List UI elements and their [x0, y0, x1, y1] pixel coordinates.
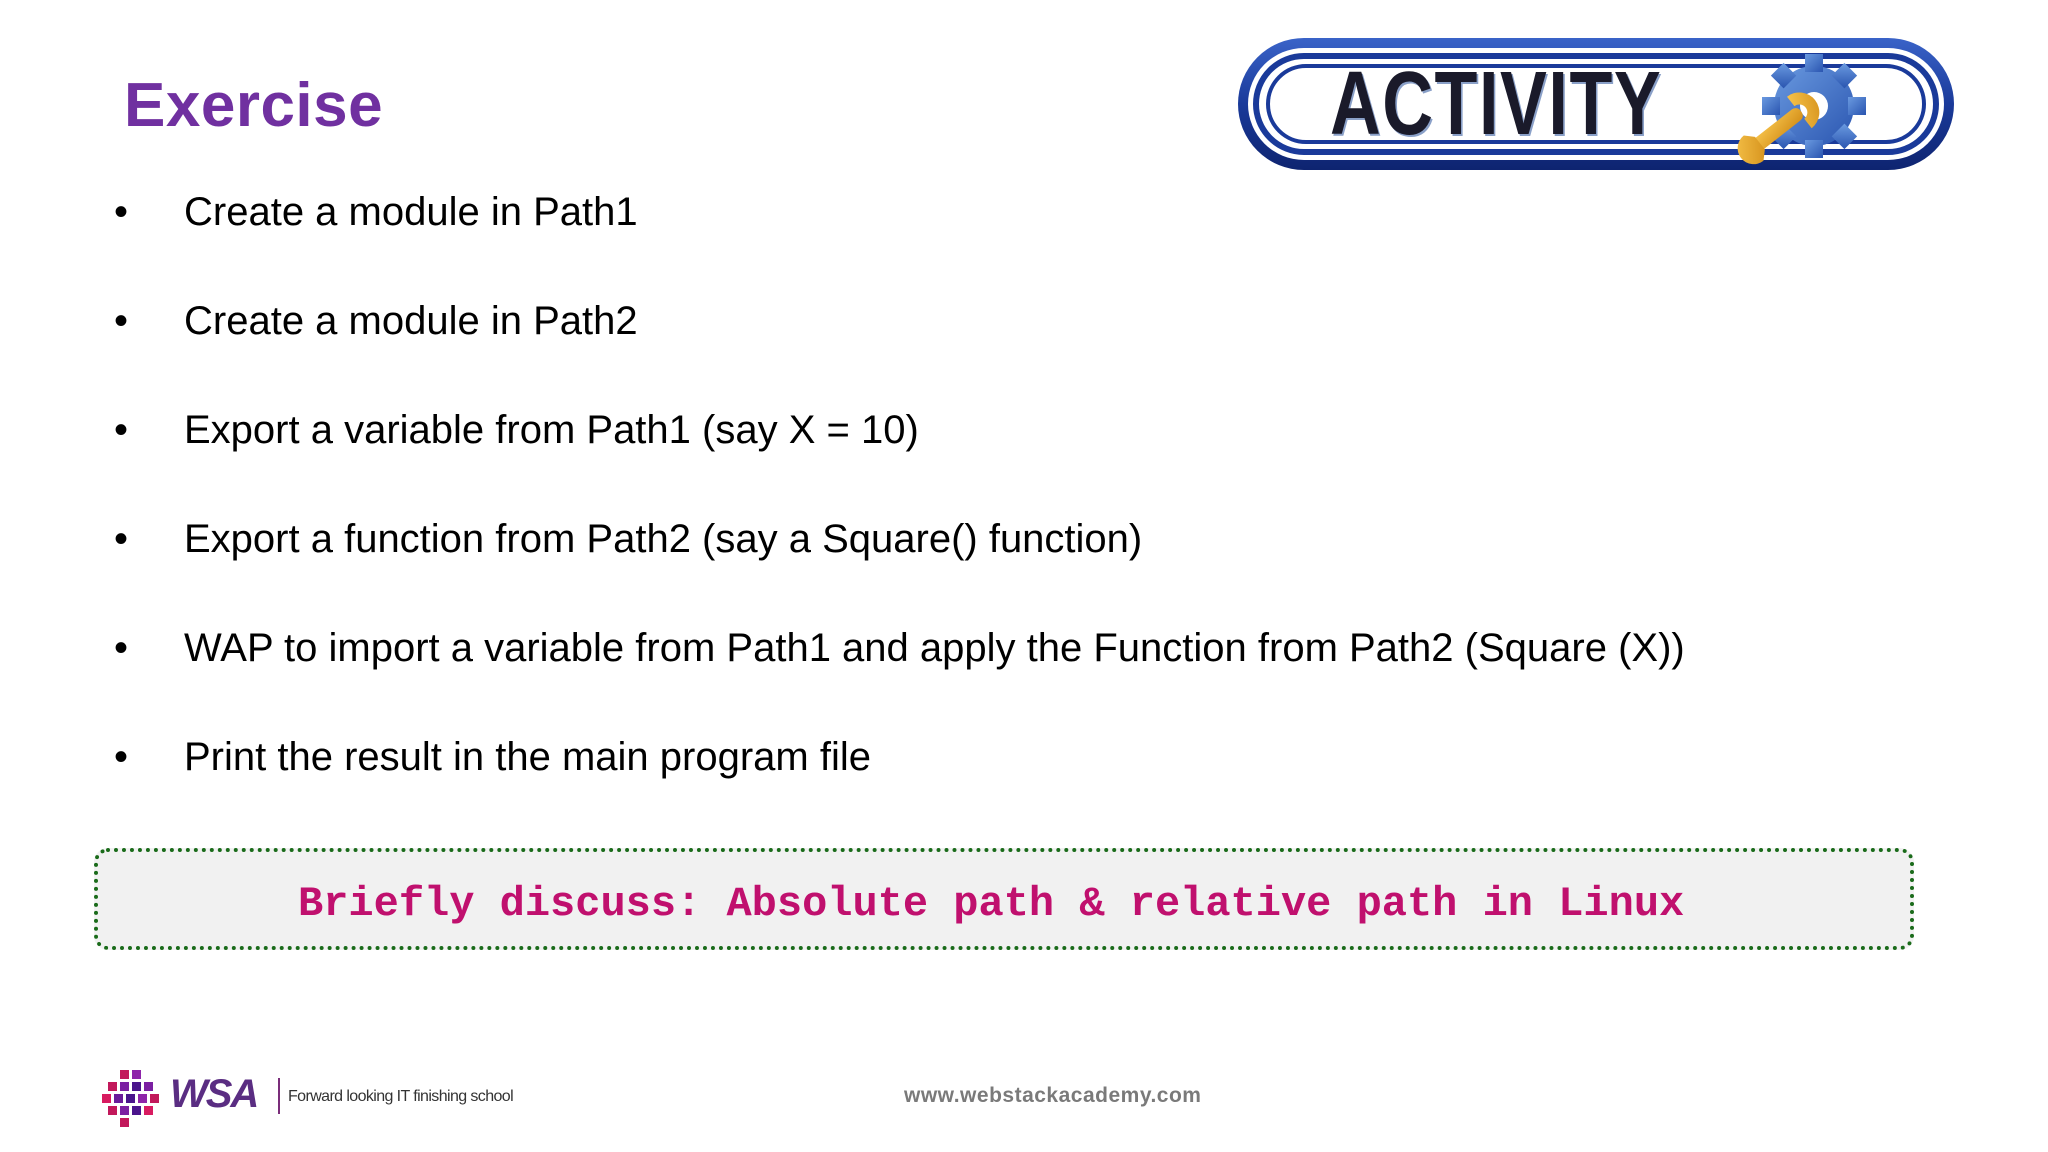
bullet-text: WAP to import a variable from Path1 and apply the Function from Path2 (Square (X))	[184, 626, 1685, 670]
bullet-text: Export a function from Path2 (say a Square() function)	[184, 517, 1143, 561]
bullet-icon: •	[114, 735, 129, 779]
list-item	[112, 622, 1685, 731]
list-item	[112, 186, 1685, 295]
list-item	[112, 404, 1685, 513]
list-item	[112, 295, 1685, 404]
list-item	[112, 731, 1685, 840]
activity-logo	[1234, 34, 1958, 174]
bullet-text: Export a variable from Path1 (say X = 10)	[184, 408, 919, 452]
bullet-icon: •	[114, 190, 129, 234]
bullet-icon: •	[114, 626, 129, 670]
bullet-text: Create a module in Path2	[184, 299, 638, 343]
wsa-dots-logo-icon	[100, 1068, 164, 1128]
bullet-icon: •	[114, 299, 129, 343]
wsa-brand-text: WSA	[170, 1072, 258, 1116]
discussion-box	[94, 848, 1914, 950]
footer-brand	[100, 1068, 520, 1128]
activity-text: ACTIVITY	[1330, 54, 1663, 154]
bullet-icon: •	[114, 408, 129, 452]
bullet-list	[112, 186, 1685, 840]
bullet-text: Print the result in the main program file	[184, 735, 871, 779]
brand-divider	[278, 1078, 280, 1114]
discussion-text: Briefly discuss: Absolute path & relative path in Linux	[298, 880, 1685, 928]
list-item	[112, 513, 1685, 622]
slide-title: Exercise	[124, 71, 384, 140]
bullet-icon: •	[114, 517, 129, 561]
bullet-text: Create a module in Path1	[184, 190, 638, 234]
footer-url: www.webstackacademy.com	[904, 1084, 1202, 1107]
brand-tagline: Forward looking IT finishing school	[288, 1088, 514, 1105]
